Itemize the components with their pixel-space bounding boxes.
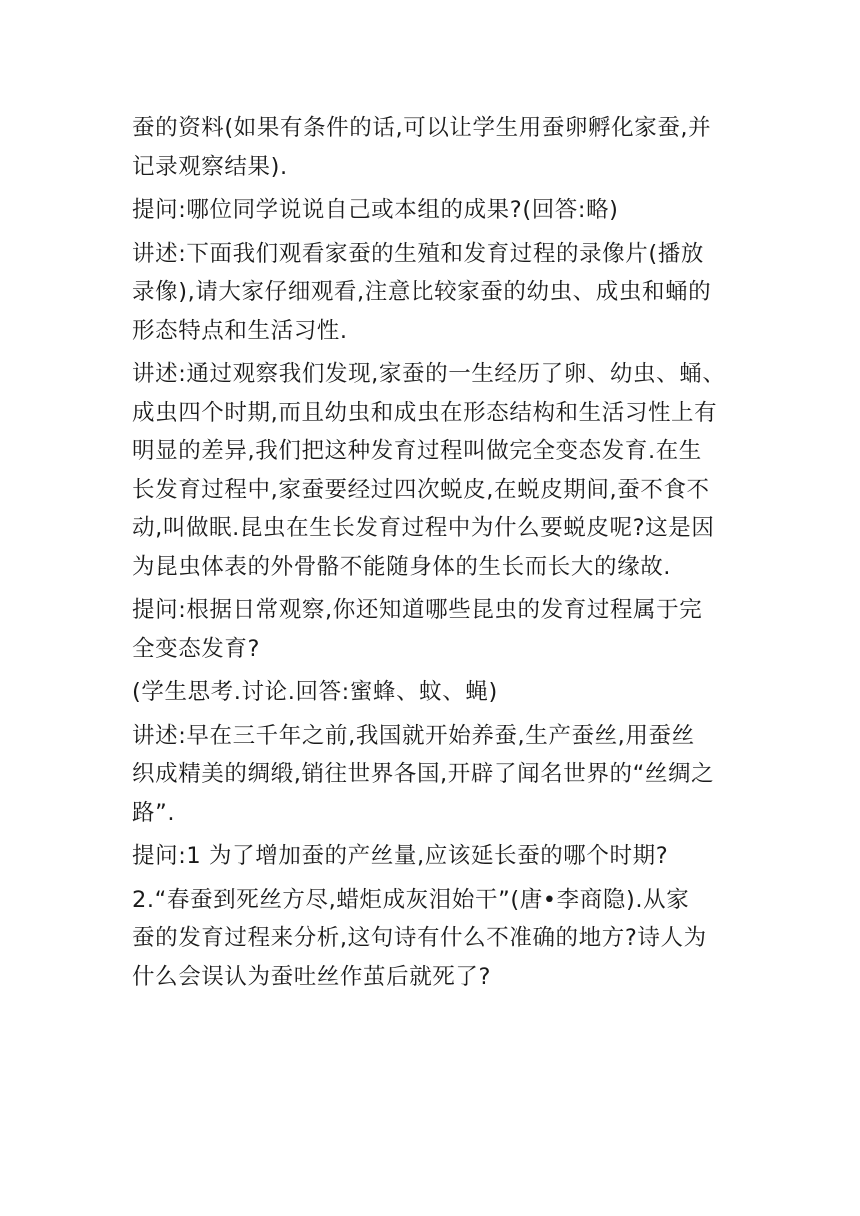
paragraph-question-silk-yield: 提问:1 为了增加蚕的产丝量,应该延长蚕的哪个时期? bbox=[132, 843, 669, 869]
paragraph-question-results: 提问:哪位同学说说自己或本组的成果?(回答:略) bbox=[132, 197, 619, 223]
document-page bbox=[132, 109, 732, 1001]
paragraph-complete-metamorphosis: 讲述:通过观察我们发现,家蚕的一生经历了卵、幼虫、蛹、 成虫四个时期,而且幼虫和成虫在形态结构和生活习性上有 明显的差异,我们把这种发育过程叫做完全变态发育.在生 长发育过程中,家蚕要经过四次蜕皮,在蜕皮期间,蚕不食不 动,叫做眠.昆虫在生长发育过程中为什么要蜕皮呢?这是因 为昆虫体表的外骨骼不能随身体的生长而长大的缘故. bbox=[132, 361, 726, 580]
paragraph-student-answer: (学生思考.讨论.回答:蜜蜂、蚊、蝇) bbox=[132, 679, 498, 705]
paragraph-question-other-insects: 提问:根据日常观察,你还知道哪些昆虫的发育过程属于完 全变态发育? bbox=[132, 597, 703, 662]
paragraph-video-narration: 讲述:下面我们观看家蚕的生殖和发育过程的录像片(播放 录像),请大家仔细观看,注意比较家蚕的幼虫、成虫和蛹的 形态特点和生活习性. bbox=[132, 240, 712, 344]
paragraph-silkworm-materials: 蚕的资料(如果有条件的话,可以让学生用蚕卵孵化家蚕,并 记录观察结果). bbox=[132, 115, 712, 180]
paragraph-poem-question: 2.“春蚕到死丝方尽,蜡炬成灰泪始干”(唐•李商隐).从家 蚕的发育过程来分析,这句诗有什么不准确的地方?诗人为 什么会误认为蚕吐丝作茧后就死了? bbox=[132, 886, 707, 990]
paragraph-silk-road: 讲述:早在三千年之前,我国就开始养蚕,生产蚕丝,用蚕丝 织成精美的绸缎,销往世界各国,开辟了闻名世界的“丝绸之 路”. bbox=[132, 722, 715, 826]
